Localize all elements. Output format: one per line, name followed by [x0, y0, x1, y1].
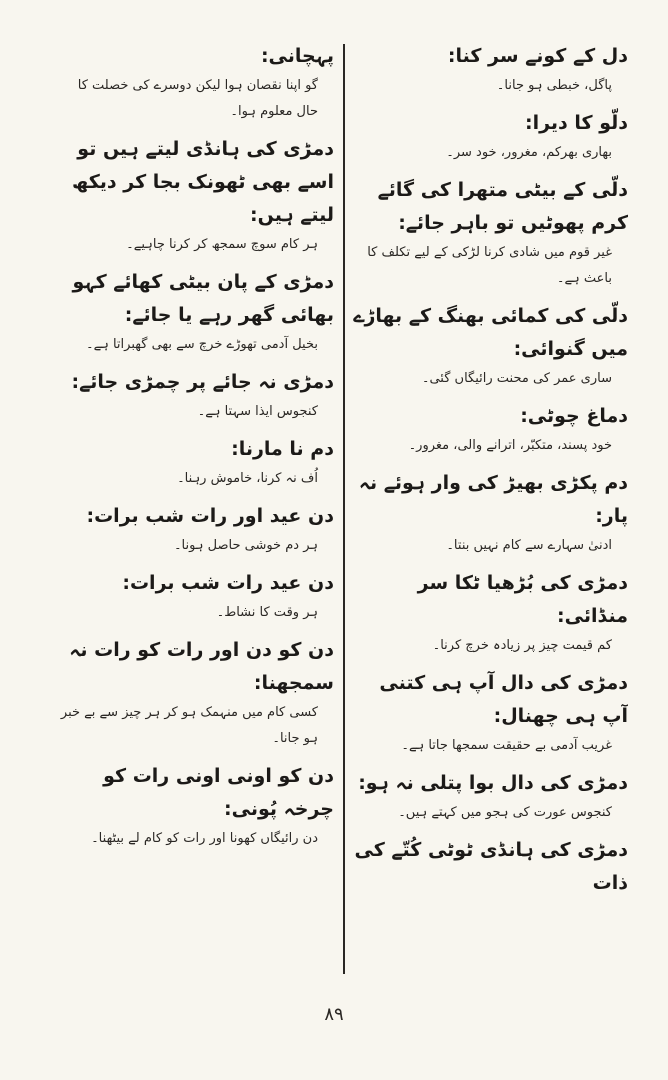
entry-term: دلّو کا دیرا: [524, 112, 628, 134]
entry [60, 40, 334, 125]
column-divider [343, 44, 345, 974]
entry-meaning: بخیل آدمی تھوڑے خرچ سے بھی گھبراتا ہے۔ [85, 337, 318, 352]
entry [352, 300, 628, 392]
entry-term: دم پکڑی بھیڑ کی وار ہوئے نہ پار: [358, 472, 628, 527]
entry-term: دمڑی کے پان بیٹی کھائے کہو بھائی گھر رہے یا جائے: [72, 271, 334, 326]
entry-term: دن عید اور رات شب برات: [86, 505, 334, 527]
entry [352, 400, 628, 459]
entry-term: پہچانی: [260, 45, 334, 67]
entry-term: دمڑی کی ہانڈی ٹوٹی کُتّے کی ذات [354, 839, 628, 894]
entry-meaning: کنجوس عورت کی ہجو میں کہتے ہیں۔ [398, 805, 612, 820]
entry-term: دمڑی کی دال بوا پتلی نہ ہو: [358, 772, 628, 794]
entry-meaning: گو اپنا نقصان ہوا لیکن دوسرے کی خصلت کا حال معلوم ہوا۔ [77, 78, 318, 119]
entry-meaning: خود پسند، متکبّر، اترانے والی، مغرور۔ [408, 438, 612, 453]
entry [60, 634, 334, 752]
entry [60, 366, 334, 425]
entry [352, 834, 628, 900]
entry-meaning: ادنیٰ سہارے سے کام نہیں بنتا۔ [446, 538, 612, 553]
left-column [60, 40, 334, 1000]
entry-term: دل کے کونے سر کنا: [447, 45, 628, 67]
entry-term: دم نا مارنا: [231, 438, 334, 460]
entry-term: دماغ چوٹی: [520, 405, 628, 427]
entry-meaning: کسی کام میں منہمک ہو کر ہر چیز سے بے خبر ہو جانا۔ [60, 705, 318, 746]
entry-term: دلّی کے بیٹی متھرا کی گائے کرم پھوٹیں تو باہر جائے: [377, 179, 628, 234]
entry [352, 467, 628, 559]
entry [60, 567, 334, 626]
entry-meaning: غریب آدمی بے حقیقت سمجھا جاتا ہے۔ [401, 738, 612, 753]
entry [352, 667, 628, 759]
entry [352, 567, 628, 659]
entry-term: دمڑی کی دال آپ ہی کتنی آپ ہی چھنال: [379, 672, 628, 727]
entry-meaning: بھاری بھرکم، مغرور، خود سر۔ [446, 145, 612, 160]
entry-meaning: ہر کام سوچ سمجھ کر کرنا چاہیے۔ [126, 237, 318, 252]
entry-term: دن کو اونی اونی رات کو چرخہ پُونی: [103, 765, 334, 820]
entry-meaning: اُف نہ کرنا، خاموش رہنا۔ [177, 471, 318, 486]
entry-term: دمڑی کی بُڑھیا ٹکا سر منڈائی: [417, 572, 628, 627]
entry [352, 40, 628, 99]
entry [60, 266, 334, 358]
page-number: ۸۹ [324, 1004, 344, 1025]
right-column [352, 40, 628, 1000]
entry-meaning: ہر وقت کا نشاط۔ [216, 605, 318, 620]
entry [352, 107, 628, 166]
entry-meaning: ساری عمر کی محنت رائیگاں گئی۔ [421, 371, 612, 386]
entry [60, 500, 334, 559]
entry-term: دن کو دن اور رات کو رات نہ سمجھنا: [69, 639, 334, 694]
entry-meaning: کنجوس ایذا سہتا ہے۔ [197, 404, 318, 419]
entry-meaning: دن رائیگاں کھونا اور رات کو کام لے بیٹھنا۔ [91, 831, 318, 846]
entry-meaning: پاگل، خبطی ہو جانا۔ [496, 78, 612, 93]
entry-meaning: ہر دم خوشی حاصل ہونا۔ [173, 538, 318, 553]
entry [352, 767, 628, 826]
entry-term: دن عید رات شب برات: [122, 572, 334, 594]
entry [60, 133, 334, 258]
entry [60, 433, 334, 492]
entry [352, 174, 628, 292]
entry-meaning: غیر قوم میں شادی کرنا لڑکی کے لیے تکلف کا باعث ہے۔ [367, 245, 612, 286]
entry-meaning: کم قیمت چیز پر زیادہ خرچ کرنا۔ [432, 638, 612, 653]
entry-term: دمڑی نہ جائے پر چمڑی جائے: [71, 371, 334, 393]
entry-term: دمڑی کی ہانڈی لیتے ہیں تو اسے بھی ٹھونک بجا کر دیکھ لیتے ہیں: [72, 138, 334, 226]
entry-term: دلّی کی کمائی بھنگ کے بھاڑے میں گنوائی: [353, 305, 628, 360]
entry [60, 760, 334, 852]
